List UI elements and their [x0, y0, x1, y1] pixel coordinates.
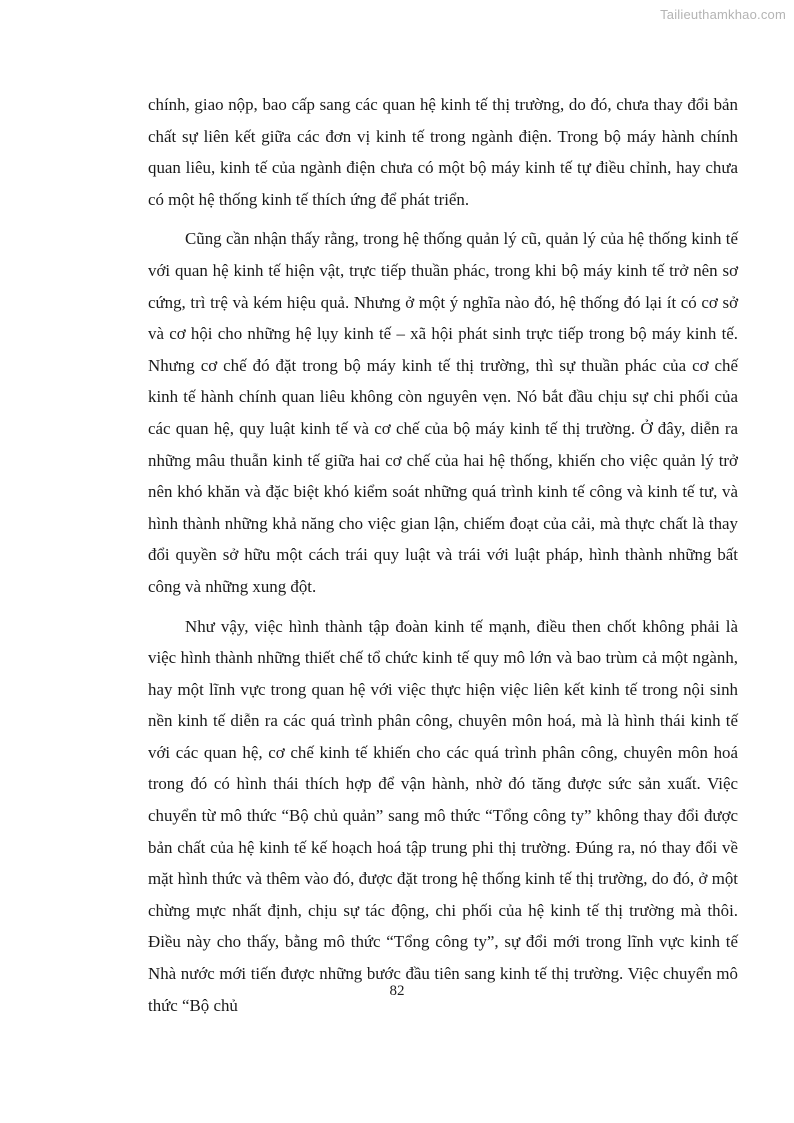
- paragraph-continuation: chính, giao nộp, bao cấp sang các quan hệ kinh tế thị trường, do đó, chưa thay đổi bản chất sự liên kết giữa các đơn vị kinh tế trong ngành điện. Trong bộ máy hành chính quan liêu, kinh tế của ngành điện chưa có một bộ máy kinh tế tự điều chỉnh, hay chưa có một hệ thống kinh tế thích ứng để phát triển.: [148, 95, 738, 209]
- paragraph-management-system: Cũng cần nhận thấy rằng, trong hệ thống quản lý cũ, quản lý của hệ thống kinh tế với quan hệ kinh tế hiện vật, trực tiếp thuần phác, trong khi bộ máy kinh tế trở nên sơ cứng, trì trệ và kém hiệu quả. Nhưng ở một ý nghĩa nào đó, hệ thống đó lại ít có cơ sở và cơ hội cho những hệ lụy kinh tế – xã hội phát sinh trực tiếp trong bộ máy kinh tế. Nhưng cơ chế đó đặt trong bộ máy kinh tế thị trường, thì sự thuần phác của cơ chế kinh tế hành chính quan liêu không còn nguyên vẹn. Nó bắt đầu chịu sự chi phối của các quan hệ, quy luật kinh tế và cơ chế của bộ máy kinh tế thị trường. Ở đây, diễn ra những mâu thuẫn kinh tế giữa hai cơ chế của hai hệ thống, khiến cho việc quản lý trở nên khó khăn và đặc biệt khó kiểm soát những quá trình kinh tế công và kinh tế tư, và hình thành những khả năng cho việc gian lận, chiếm đoạt của cải, mà thực chất là thay đổi quyền sở hữu một cách trái quy luật và trái với luật pháp, hình thành những bất công và những xung đột.: [148, 229, 738, 596]
- document-body: [148, 89, 738, 1021]
- page-number: 82: [389, 983, 405, 999]
- watermark: Tailieuthamkhao.com: [660, 7, 786, 22]
- paragraph-economic-group: Như vậy, việc hình thành tập đoàn kinh tế mạnh, điều then chốt không phải là việc hình thành những thiết chế tổ chức kinh tế quy mô lớn và bao trùm cả một ngành, hay một lĩnh vực trong quan hệ với việc thực hiện việc liên kết kinh tế trong nội sinh nền kinh tế diễn ra các quá trình phân công, chuyên môn hoá, mà là hình thái kinh tế với các quan hệ, cơ chế kinh tế khiến cho các quá trình phân công, chuyên môn hoá trong đó có hình thái thích hợp để vận hành, nhờ đó tăng được sức sản xuất. Việc chuyển từ mô thức “Bộ chủ quản” sang mô thức “Tổng công ty” không thay đổi được bản chất của hệ kinh tế kế hoạch hoá tập trung phi thị trường. Đúng ra, nó thay đổi về mặt hình thức và thêm vào đó, được đặt trong hệ thống kinh tế thị trường, do đó, ở một chừng mực nhất định, chịu sự tác động, chi phối của hệ kinh tế thị trường mà thôi. Điều này cho thấy, bằng mô thức “Tổng công ty”, sự đổi mới trong lĩnh vực kinh tế Nhà nước mới tiến được những bước đầu tiên sang kinh tế thị trường. Việc chuyển mô thức “Bộ chủ: [148, 616, 738, 1015]
